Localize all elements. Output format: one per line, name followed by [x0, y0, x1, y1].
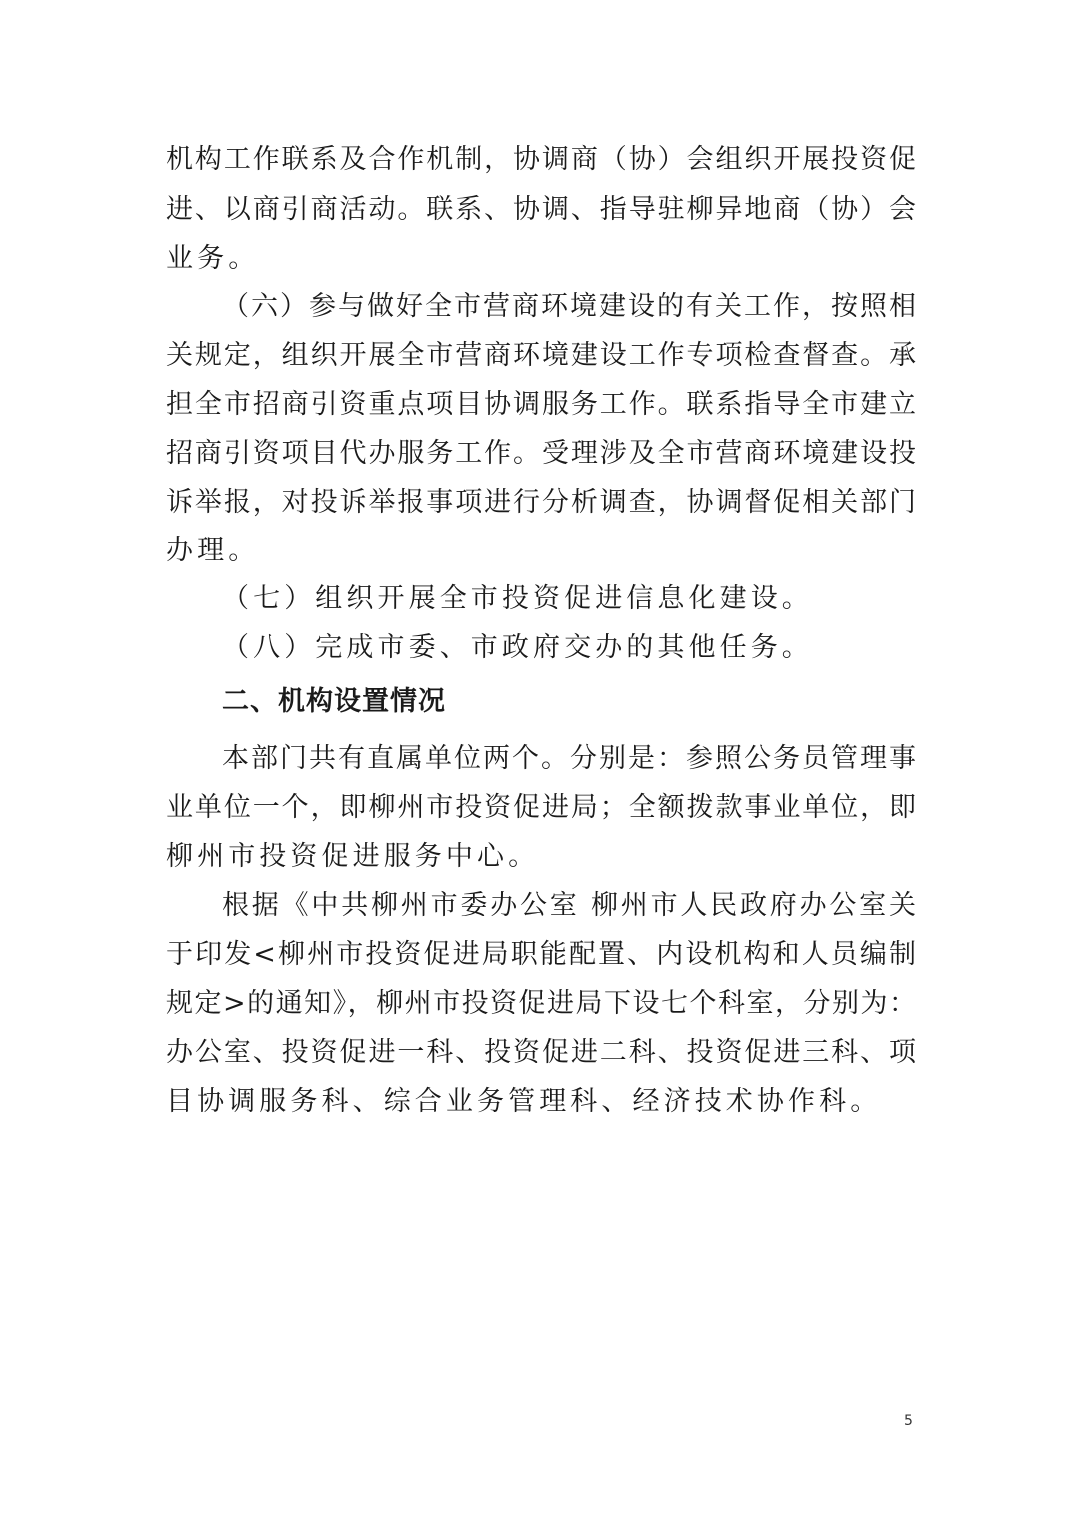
- paragraph-line: 机构工作联系及合作机制，协调商（协）会组织开展投资促: [166, 144, 916, 175]
- paragraph-line: 于印发<柳州市投资促进局职能配置、内设机构和人员编制: [166, 939, 916, 970]
- paragraph-line: 办理。: [166, 535, 260, 566]
- paragraph-line: 办公室、投资促进一科、投资促进二科、投资促进三科、项: [166, 1037, 916, 1068]
- page-number: 5: [904, 1413, 913, 1429]
- paragraph-line: 招商引资项目代办服务工作。受理涉及全市营商环境建设投: [166, 438, 916, 469]
- paragraph-line: 关规定，组织开展全市营商环境建设工作专项检查督查。承: [166, 340, 916, 371]
- list-item: （七）组织开展全市投资促进信息化建设。: [222, 583, 813, 614]
- paragraph-line: 目协调服务科、综合业务管理科、经济技术协作科。: [166, 1086, 882, 1117]
- paragraph-line: 规定>的通知》，柳州市投资促进局下设七个科室，分别为：: [166, 988, 916, 1019]
- list-item: （八）完成市委、市政府交办的其他任务。: [222, 632, 813, 663]
- paragraph-line: 进、以商引商活动。联系、协调、指导驻柳异地商（协）会: [166, 194, 916, 225]
- paragraph-line: 本部门共有直属单位两个。分别是：参照公务员管理事: [222, 743, 916, 774]
- paragraph-line: 业单位一个，即柳州市投资促进局；全额拨款事业单位，即: [166, 792, 916, 823]
- paragraph-line: 柳州市投资促进服务中心。: [166, 841, 540, 872]
- paragraph-line: 根据《中共柳州市委办公室 柳州市人民政府办公室关: [222, 890, 916, 921]
- paragraph-line: 业务。: [166, 243, 260, 274]
- paragraph-line: 担全市招商引资重点项目协调服务工作。联系指导全市建立: [166, 389, 916, 420]
- paragraph-line: 诉举报，对投诉举报事项进行分析调查，协调督促相关部门: [166, 487, 916, 518]
- paragraph-line: （六）参与做好全市营商环境建设的有关工作，按照相: [222, 291, 916, 322]
- section-heading: 二、机构设置情况: [222, 686, 446, 717]
